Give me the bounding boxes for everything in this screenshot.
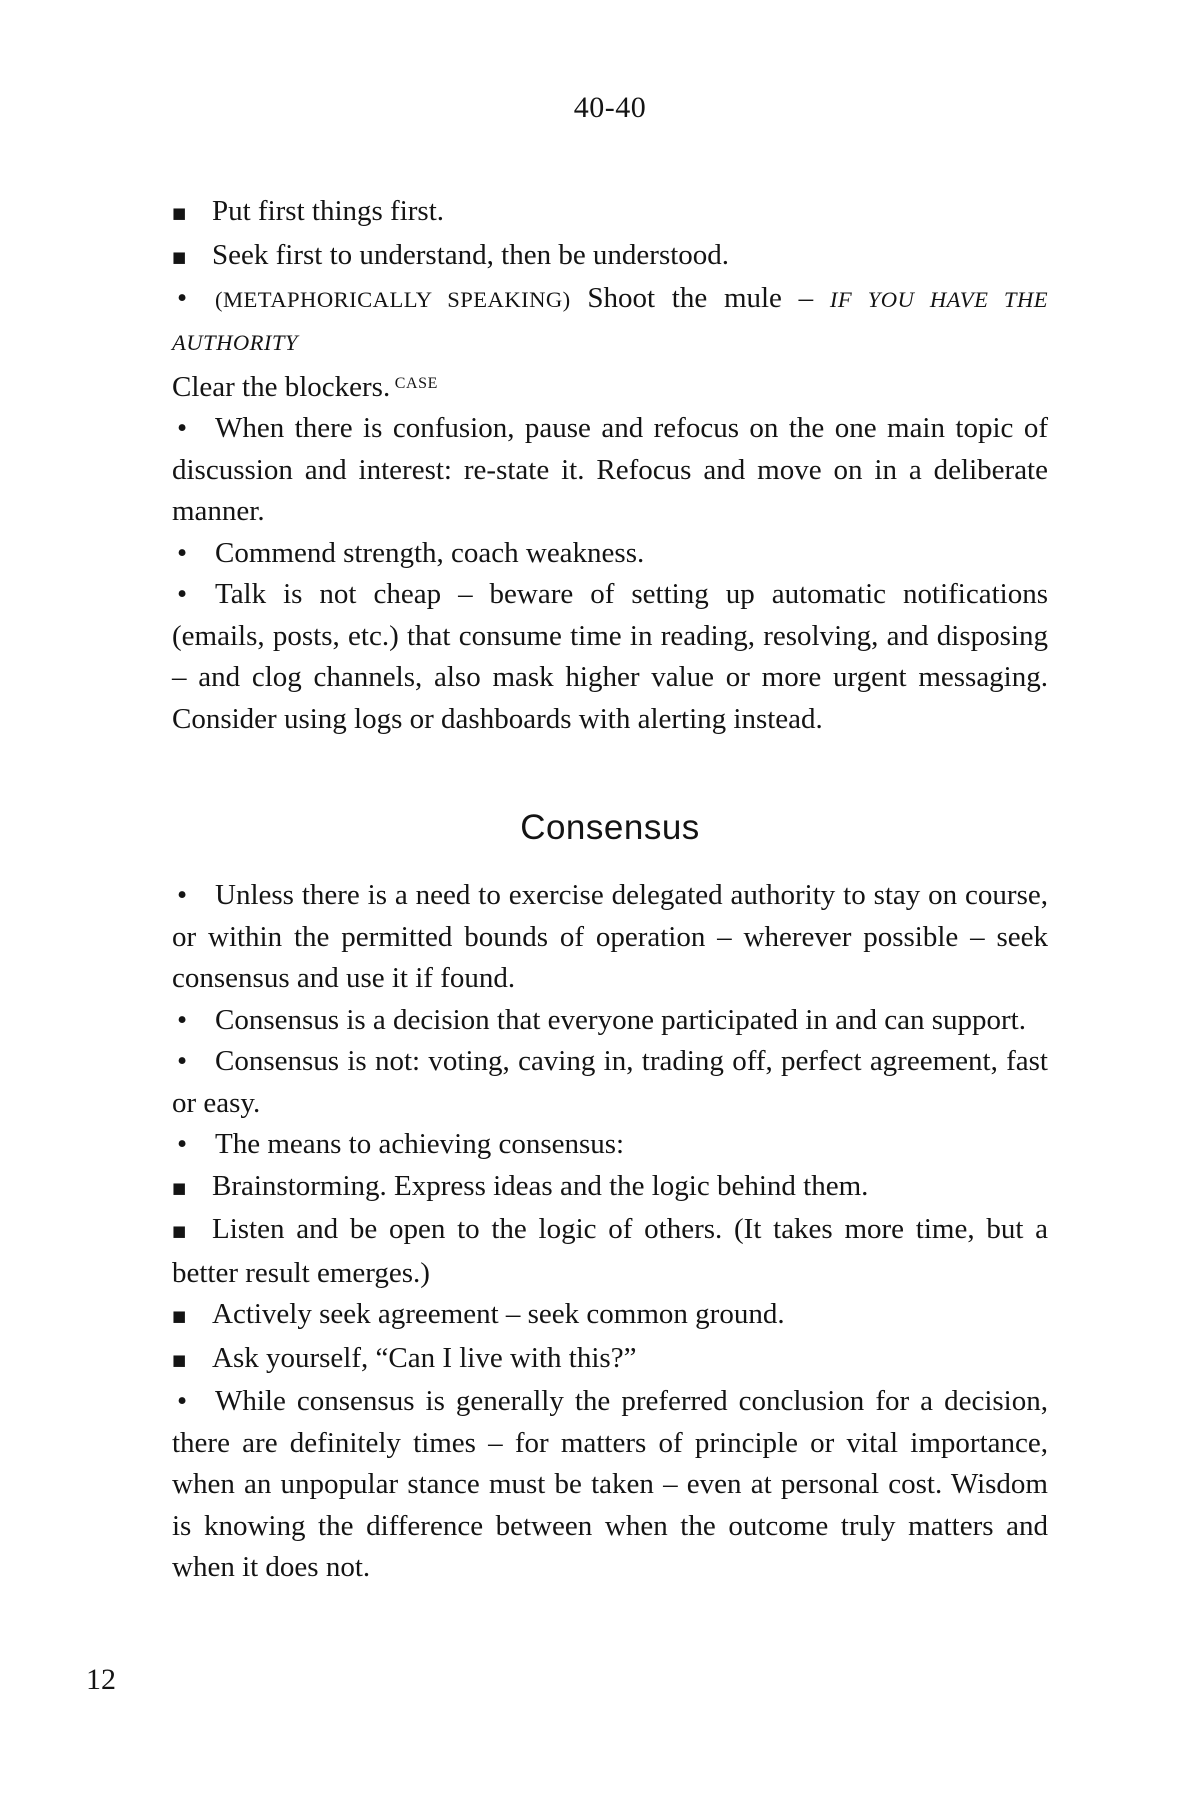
list-item <box>172 574 1048 740</box>
list-item-text: Consensus is a decision that everyone participated in and can support. <box>215 1003 1026 1036</box>
square-bullet-icon: ■ <box>172 1178 187 1197</box>
list-item <box>172 1000 1048 1042</box>
list-item-text: Talk is not cheap – beware of setting up automatic notifications (emails, posts, etc.) that consume time in reading, resolving, and disposing – and clog channels, also mask higher value or more urgent messaging. Consider using logs or dashboards with alerting instead. <box>172 578 1048 735</box>
round-bullet-icon: • <box>177 1385 188 1418</box>
list-item-text: The means to achieving consensus: <box>215 1128 625 1161</box>
round-bullet-icon: • <box>177 412 188 445</box>
sub-list-item <box>172 1338 1048 1382</box>
square-bullet-icon: ■ <box>172 1350 187 1369</box>
italic-smallcaps-text: IF YOU HAVE THE AUTHORITY <box>172 287 1048 355</box>
list-item-text: Commend strength, coach weakness. <box>215 536 645 569</box>
round-bullet-icon: • <box>177 1128 188 1161</box>
paragraph <box>172 363 1048 408</box>
square-bullet-icon: ■ <box>172 247 187 266</box>
running-header: 40-40 <box>573 91 647 124</box>
square-bullet-icon: ■ <box>172 1222 187 1241</box>
list-item-text: When there is confusion, pause and refocus on the one main topic of discussion and interest: re-state it. Refocus and move on in a deliberate manner. <box>172 412 1048 528</box>
sub-list-item <box>172 1166 1048 1210</box>
list-item-text: Listen and be open to the logic of others. (It takes more time, but a better result emerges.) <box>172 1213 1048 1289</box>
list-item <box>172 875 1048 1000</box>
list-item-text <box>172 282 1048 357</box>
list-item-text: Actively seek agreement – seek common ground. <box>212 1298 785 1331</box>
list-item-text: Ask yourself, “Can I live with this?” <box>212 1341 637 1374</box>
section-heading: Consensus <box>520 808 700 848</box>
round-bullet-icon: • <box>177 1045 188 1078</box>
round-bullet-icon: • <box>177 1003 188 1036</box>
list-item <box>172 1124 1048 1166</box>
list-item <box>172 533 1048 575</box>
list-item-text: Brainstorming. Express ideas and the logic behind them. <box>212 1169 869 1202</box>
list-item <box>172 408 1048 533</box>
list-item-text: Put first things first. <box>212 195 445 227</box>
square-bullet-icon: ■ <box>172 204 187 222</box>
sub-list-item <box>172 191 1048 235</box>
round-bullet-icon: • <box>177 282 188 314</box>
round-bullet-icon: • <box>177 578 188 611</box>
list-item <box>172 1381 1048 1589</box>
list-item <box>172 278 1048 363</box>
page-body <box>0 191 1200 1589</box>
round-bullet-icon: • <box>177 536 188 569</box>
round-bullet-icon: • <box>177 879 188 912</box>
list-item <box>172 1041 1048 1124</box>
sub-list-item <box>172 1209 1048 1294</box>
list-item-text: Consensus is not: voting, caving in, trading off, perfect agreement, fast or easy. <box>172 1045 1048 1119</box>
list-item-text: While consensus is generally the preferred conclusion for a decision, there are definitely times – for matters of principle or vital importance, when an unpopular stance must be taken – even at personal cost. Wisdom is knowing the difference between when the outcome truly matters and when it does not. <box>172 1385 1048 1584</box>
list-item-text: Seek first to understand, then be understood. <box>212 238 730 271</box>
page-number: 12 <box>86 1663 116 1696</box>
superscript-annotation: CASE <box>394 375 438 392</box>
paragraph-text: Clear the blockers. <box>172 370 391 403</box>
square-bullet-icon: ■ <box>172 1307 187 1326</box>
sub-list-item <box>172 235 1048 279</box>
smallcaps-text: (METAPHORICALLY SPEAKING) <box>215 287 571 312</box>
list-item-text: Unless there is a need to exercise delegated authority to stay on course, or within the permitted bounds of operation – wherever possible – seek consensus and use it if found. <box>172 879 1048 995</box>
sub-list-item <box>172 1294 1048 1338</box>
plain-text: Shoot the mule – <box>570 282 830 314</box>
